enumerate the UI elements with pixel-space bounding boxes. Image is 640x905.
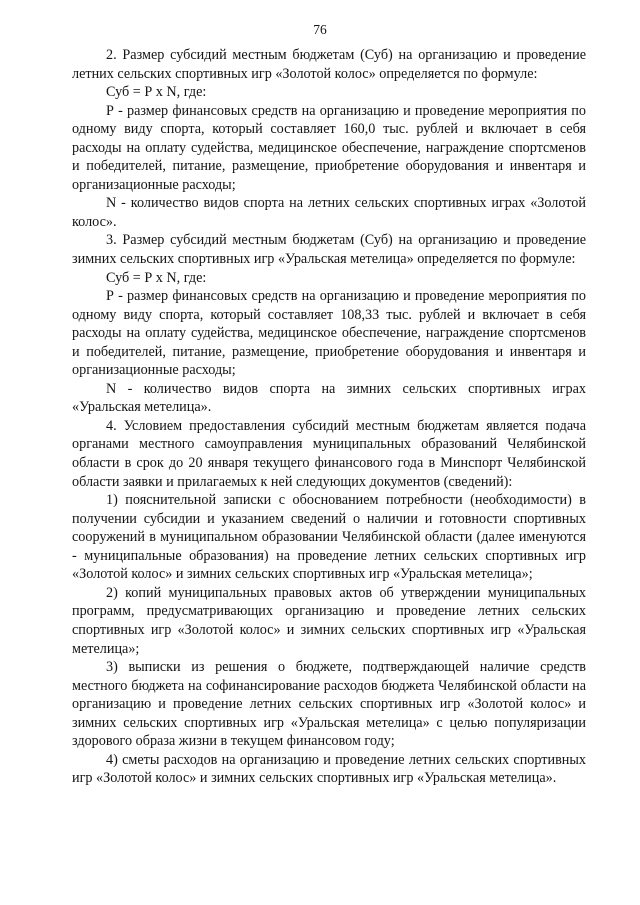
paragraph-n-definition-winter: N - количество видов спорта на зимних сельских спортивных играх «Уральская метелица».: [72, 380, 586, 416]
paragraph-n-definition-summer: N - количество видов спорта на летних сельских спортивных играх «Золотой колос».: [72, 195, 586, 230]
list-item-2-legal-acts: 2) копий муниципальных правовых актов об утверждении муниципальных программ, предусматривающих организацию и проведение летних сельских спортивных игр «Золотой колос» и зимних сельских спортивных игр «Уральская метелица»;: [72, 584, 586, 657]
document-body: [72, 46, 586, 788]
list-item-4-cost-estimates: 4) сметы расходов на организацию и проведение летних сельских спортивных игр «Золотой колос» и зимних сельских спортивных игр «Уральская метелица».: [72, 751, 586, 787]
list-item-1-explanatory-note: 1) пояснительной записки с обоснованием потребности (необходимости) в получении субсидии и указанием сведений о наличии и готовности спортивных сооружений в муниципальном образовании Челябинской области (далее именуются - муниципальные образования) на проведение летних сельских спортивных игр «Золотой колос» и зимних сельских спортивных игр «Уральская метелица»;: [72, 492, 586, 583]
paragraph-item-4-conditions: 4. Условием предоставления субсидий местным бюджетам является подача органами местного самоуправления муниципальных образований Челябинской области в срок до 20 января текущего финансового года в Минспорт Челябинской области заявки и прилагаемых к ней следующих документов (сведений):: [72, 417, 586, 490]
paragraph-p-definition-winter: Р - размер финансовых средств на организацию и проведение мероприятия по одному виду спорта, который составляет 108,33 тыс. рублей и включает в себя расходы на оплату судейства, медицинское обеспечение, награждение спортсменов и победителей, питание, размещение, приобретение оборудования и инвентаря и организационные расходы;: [72, 288, 586, 379]
paragraph-item-3-intro: 3. Размер субсидий местным бюджетам (Суб) на организацию и проведение зимних сельских спортивных игр «Уральская метелица» определяется по формуле:: [72, 232, 586, 268]
page-number: 76: [313, 22, 327, 37]
list-item-3-budget-extract: 3) выписки из решения о бюджете, подтверждающей наличие средств местного бюджета на софинансирование расходов бюджета Челябинской области на организацию и проведение летних сельских спортивных игр «Золотой колос» и зимних сельских спортивных игр «Уральская метелица» с целью популяризации здорового образа жизни в текущем финансовом году;: [72, 659, 586, 750]
paragraph-p-definition-summer: Р - размер финансовых средств на организацию и проведение мероприятия по одному виду спорта, который составляет 160,0 тыс. рублей и включает в себя расходы на оплату судейства, медицинское обеспечение, награждение спортсменов и победителей, питание, размещение, приобретение оборудования и инвентаря и организационные расходы;: [72, 102, 586, 193]
formula-winter: Суб = Р х N, где:: [106, 269, 207, 286]
formula-summer: Суб = Р х N, где:: [106, 84, 207, 101]
paragraph-item-2-intro: 2. Размер субсидий местным бюджетам (Суб) на организацию и проведение летних сельских спортивных игр «Золотой колос» определяется по формуле:: [72, 47, 586, 82]
